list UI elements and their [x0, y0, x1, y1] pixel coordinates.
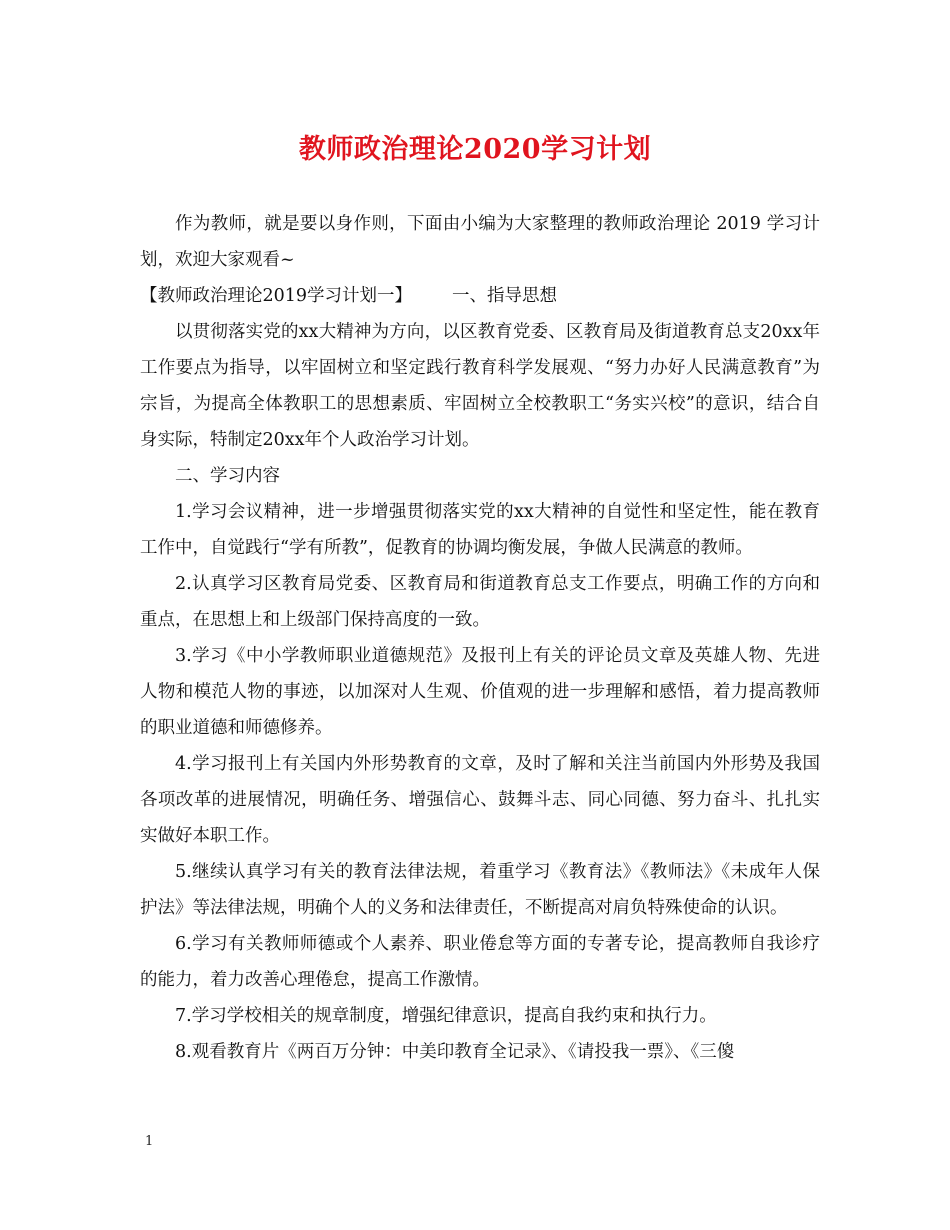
plan-heading-line: [140, 278, 820, 314]
guiding-ideology-paragraph: 以贯彻落实党的xx大精神为方向，以区教育党委、区教育局及街道教育总支20xx年工作要点为指导，以牢固树立和坚定践行教育科学发展观、“努力办好人民满意教育”为宗旨，为提高全体教职工的思想素质、牢固树立全校教职工“务实兴校”的意识，结合自身实际，特制定20xx年个人政治学习计划。: [140, 322, 820, 450]
study-item: 4.学习报刊上有关国内外形势教育的文章，及时了解和关注当前国内外形势及我国各项改革的进展情况，明确任务、增强信心、鼓舞斗志、同心同德、努力奋斗、扎扎实实做好本职工作。: [140, 754, 820, 846]
intro-paragraph: 作为教师，就是要以身作则，下面由小编为大家整理的教师政治理论 2019 学习计划，欢迎大家观看~: [140, 214, 820, 270]
study-item: 1.学习会议精神，进一步增强贯彻落实党的xx大精神的自觉性和坚定性，能在教育工作中，自觉践行“学有所教”，促教育的协调均衡发展，争做人民满意的教师。: [140, 502, 820, 558]
document-body: [140, 206, 820, 1070]
study-item: 2.认真学习区教育局党委、区教育局和街道教育总支工作要点，明确工作的方向和重点，在思想上和上级部门保持高度的一致。: [140, 574, 820, 630]
study-item: 3.学习《中小学教师职业道德规范》及报刊上有关的评论员文章及英雄人物、先进人物和模范人物的事迹，以加深对人生观、价值观的进一步理解和感悟，着力提高教师的职业道德和师德修养。: [140, 646, 820, 738]
study-item: 5.继续认真学习有关的教育法律法规，着重学习《教育法》《教师法》《未成年人保护法》等法律法规，明确个人的义务和法律责任，不断提高对肩负特殊使命的认识。: [140, 862, 820, 918]
page-number: 1: [145, 1134, 154, 1149]
document-title: 教师政治理论2020学习计划: [298, 134, 652, 165]
study-item: 6.学习有关教师师德或个人素养、职业倦怠等方面的专著专论，提高教师自我诊疗的能力，着力改善心理倦怠，提高工作激情。: [140, 934, 820, 990]
section-heading-guiding-ideology: 一、指导思想: [452, 286, 558, 306]
section-heading-study-content: 二、学习内容: [175, 466, 280, 486]
study-item: 7.学习学校相关的规章制度，增强纪律意识，提高自我约束和执行力。: [175, 1006, 717, 1026]
plan-label: 【教师政治理论2019学习计划一】: [140, 286, 413, 306]
study-item: 8.观看教育片《两百万分钟：中美印教育全记录》、《请投我一票》、《三傻: [175, 1042, 735, 1062]
